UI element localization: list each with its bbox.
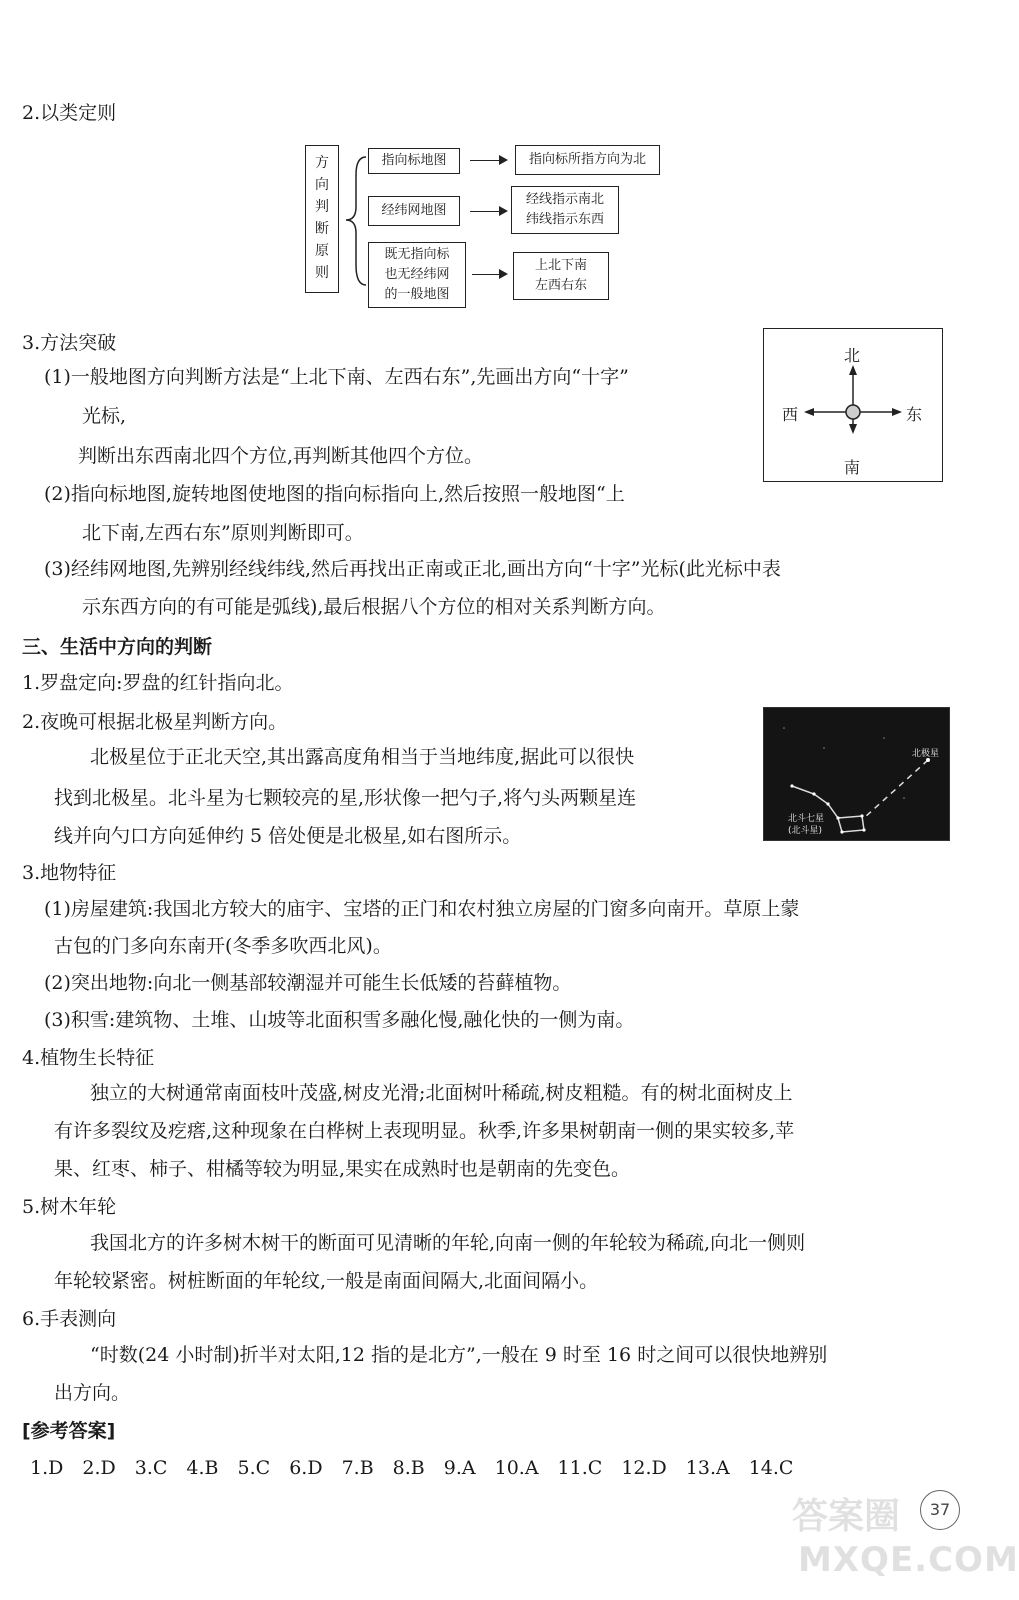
answer-item: 6.D: [289, 1457, 323, 1479]
life-item-2-line2: 找到北极星。北斗星为七颗较亮的星,形状像一把勺子,将勺头两颗星连: [54, 787, 637, 809]
method-p3-line2: 示东西方向的有可能是弧线),最后根据八个方位的相对关系判断方向。: [82, 596, 666, 618]
compass-figure: [763, 328, 943, 482]
section-title-2: 2.以类定则: [22, 102, 117, 124]
answers-title: [参考答案]: [22, 1420, 116, 1442]
diagram-left-1: 指向标地图: [368, 148, 460, 174]
life-item-5-line1: 我国北方的许多树木树干的断面可见清晰的年轮,向南一侧的年轮较为稀疏,向北一侧则: [90, 1232, 806, 1254]
life-item-3-2: (2)突出地物:向北一侧基部较潮湿并可能生长低矮的苔藓植物。: [44, 972, 572, 994]
compass-south: 南: [844, 458, 861, 477]
method-p1-line1: (1)一般地图方向判断方法是“上北下南、左西右东”,先画出方向“十字”: [44, 366, 629, 388]
answer-item: 3.C: [134, 1457, 168, 1479]
answer-item: 13.A: [685, 1457, 730, 1479]
answer-item: 4.B: [186, 1457, 219, 1479]
watermark-text: 答案圈: [792, 1496, 901, 1537]
diagram-right-3: 上北下南 左西右东: [513, 252, 609, 300]
answer-item: 14.C: [748, 1457, 794, 1479]
life-item-2: 2.夜晚可根据北极星判断方向。: [22, 711, 288, 733]
diagram-arrow-2: [470, 211, 506, 212]
life-item-5: 5.树木年轮: [22, 1196, 117, 1218]
section-title-3: 3.方法突破: [22, 332, 117, 354]
life-item-5-line2: 年轮较紧密。树桩断面的年轮纹,一般是南面间隔大,北面间隔小。: [54, 1270, 599, 1292]
compass-north: 北: [844, 346, 861, 365]
method-p1-line2: 光标,: [82, 405, 127, 427]
answer-item: 11.C: [557, 1457, 603, 1479]
polaris-label: 北极星: [912, 749, 940, 759]
answer-item: 9.A: [443, 1457, 476, 1479]
diagram-left-3: 既无指向标 也无经纬网 的一般地图: [368, 242, 466, 308]
page-number: 37: [920, 1490, 960, 1530]
compass-east: 东: [906, 405, 923, 424]
answer-item: 5.C: [237, 1457, 271, 1479]
answer-item: 10.A: [494, 1457, 539, 1479]
watermark-url: MXQE.COM: [798, 1540, 1019, 1580]
life-item-2-line1: 北极星位于正北天空,其出露高度角相当于当地纬度,据此可以很快: [90, 746, 635, 768]
life-item-1: 1.罗盘定向:罗盘的红针指向北。: [22, 672, 294, 694]
life-item-6-line2: 出方向。: [54, 1382, 131, 1404]
method-p3-line1: (3)经纬网地图,先辨别经线纬线,然后再找出正南或正北,画出方向“十字”光标(此光标中表: [44, 558, 781, 580]
life-item-4-line2: 有许多裂纹及疙瘩,这种现象在白桦树上表现明显。秋季,许多果树朝南一侧的果实较多,苹: [54, 1120, 795, 1142]
life-item-6: 6.手表测向: [22, 1308, 117, 1330]
diagram-arrow-3: [472, 274, 506, 275]
life-item-2-line3: 线并向勺口方向延伸约 5 倍处便是北极星,如右图所示。: [54, 825, 522, 847]
answer-list: [30, 1455, 812, 1481]
life-item-3-3: (3)积雪:建筑物、土堆、山坡等北面积雪多融化慢,融化快的一侧为南。: [44, 1009, 635, 1031]
diagram-brace: [340, 145, 370, 295]
life-item-4: 4.植物生长特征: [22, 1047, 155, 1069]
life-item-3-1b: 古包的门多向东南开(冬季多吹西北风)。: [54, 935, 392, 957]
diagram-right-1: 指向标所指方向为北: [515, 145, 660, 175]
answer-item: 7.B: [341, 1457, 374, 1479]
diagram-left-2: 经纬网地图: [368, 196, 460, 226]
diagram-arrow-1: [470, 160, 506, 161]
dipper-label-sub: (北斗星): [788, 826, 823, 836]
star-image: [763, 707, 950, 841]
dipper-label: 北斗七星: [788, 814, 825, 824]
part3-title: 三、生活中方向的判断: [22, 636, 213, 658]
answer-item: 2.D: [82, 1457, 116, 1479]
compass-west: 西: [782, 405, 799, 424]
diagram-right-2: 经线指示南北 纬线指示东西: [511, 186, 619, 234]
answer-item: 8.B: [392, 1457, 425, 1479]
life-item-3: 3.地物特征: [22, 862, 117, 884]
life-item-3-1a: (1)房屋建筑:我国北方较大的庙宇、宝塔的正门和农村独立房屋的门窗多向南开。草原上蒙: [44, 898, 800, 920]
method-p2-line1: (2)指向标地图,旋转地图使地图的指向标指向上,然后按照一般地图“上: [44, 483, 625, 505]
life-item-4-line1: 独立的大树通常南面枝叶茂盛,树皮光滑;北面树叶稀疏,树皮粗糙。有的树北面树皮上: [90, 1082, 793, 1104]
method-p1-line3: 判断出东西南北四个方位,再判断其他四个方位。: [78, 445, 484, 467]
diagram-root: 方 向 判 断 原 则: [305, 145, 339, 293]
life-item-6-line1: “时数(24 小时制)折半对太阳,12 指的是北方”,一般在 9 时至 16 时之间可以很快地辨别: [90, 1344, 828, 1366]
method-p2-line2: 北下南,左西右东”原则判断即可。: [82, 522, 364, 544]
life-item-4-line3: 果、红枣、柿子、柑橘等较为明显,果实在成熟时也是朝南的先变色。: [54, 1158, 631, 1180]
answer-item: 1.D: [30, 1457, 64, 1479]
answer-item: 12.D: [621, 1457, 667, 1479]
